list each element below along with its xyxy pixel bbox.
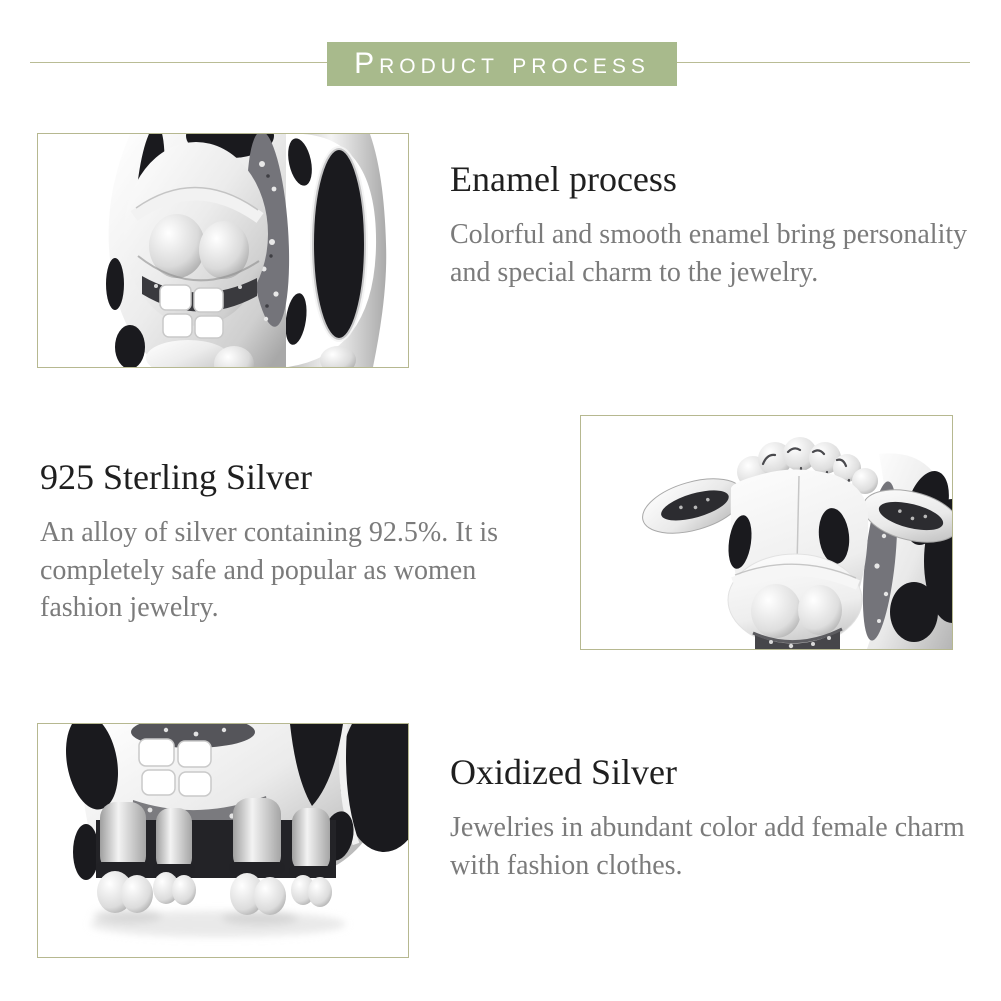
cow-charm-closeup-image (38, 134, 408, 367)
section-title: Enamel process (450, 159, 677, 199)
sterling-silver-image-box (580, 415, 953, 650)
sterling-silver-text (40, 456, 537, 627)
enamel-process-text (450, 158, 995, 291)
cow-charm-legs-image (38, 724, 408, 957)
enamel-process-image-box (37, 133, 409, 368)
section-title: Oxidized Silver (450, 752, 677, 792)
cow-charm-head-image (581, 416, 952, 649)
section-description: Colorful and smooth enamel bring personality and special charm to the jewelry. (450, 219, 968, 288)
section-title: 925 Sterling Silver (40, 457, 312, 497)
oxidized-silver-text (450, 751, 995, 884)
header-banner (327, 42, 677, 86)
section-description: An alloy of silver containing 92.5%. It is completely safe and popular as women fashion jewelry. (40, 517, 499, 624)
header-title: Product process (354, 47, 650, 80)
oxidized-silver-image-box (37, 723, 409, 958)
section-description: Jewelries in abundant color add female charm with fashion clothes. (450, 812, 965, 881)
